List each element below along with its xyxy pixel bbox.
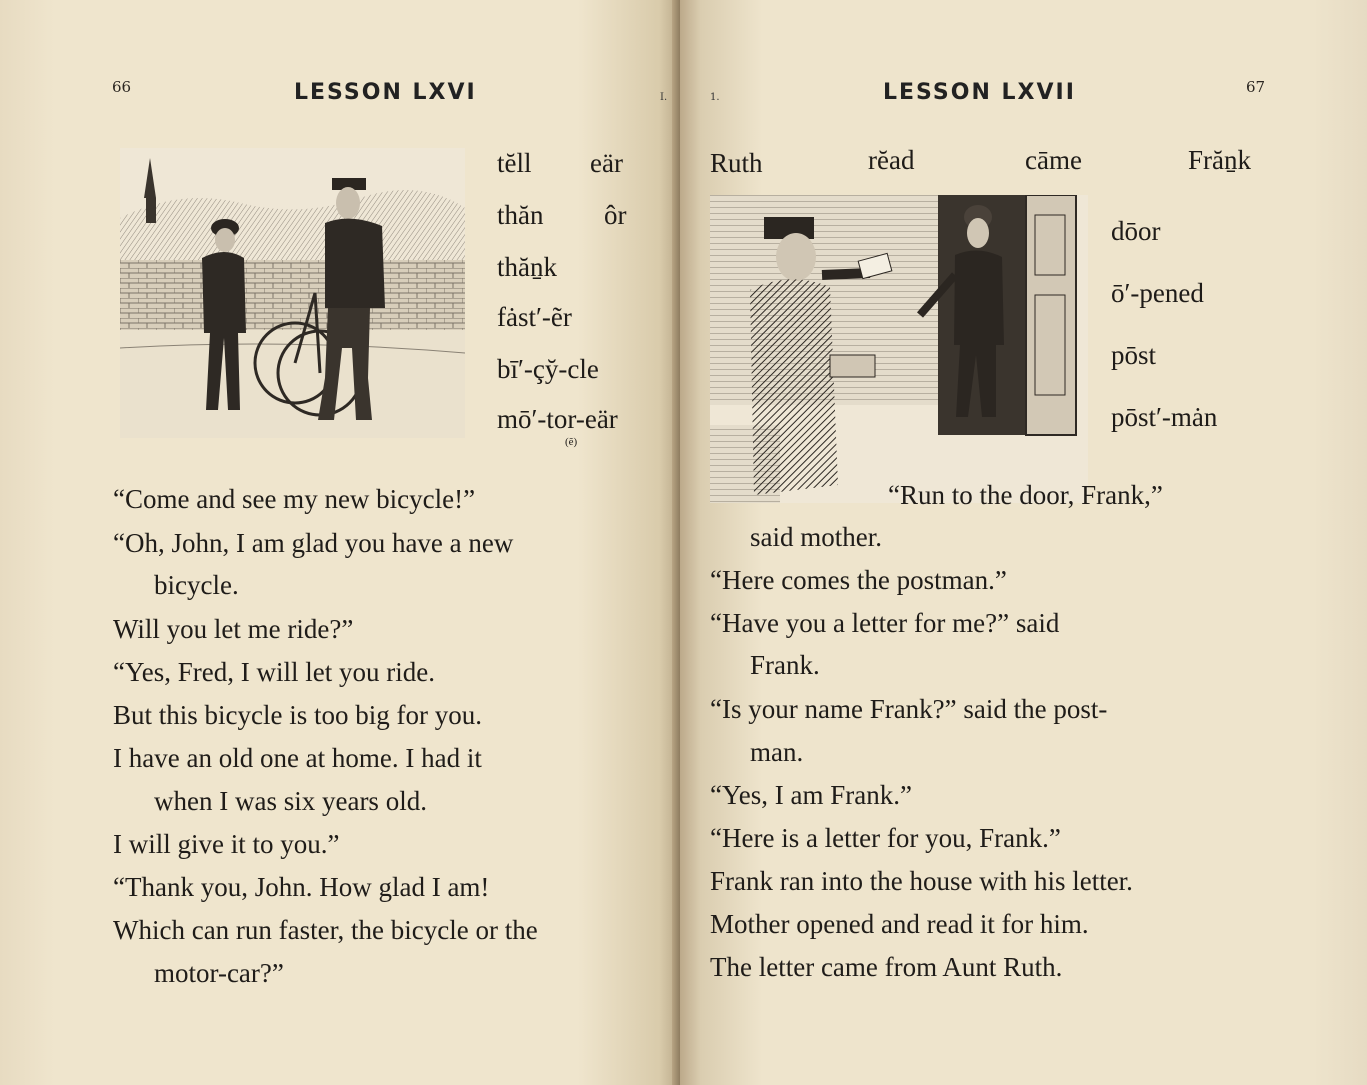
lesson-title-left: LESSON LXVI xyxy=(294,80,477,105)
text-line: “Oh, John, I am glad you have a new xyxy=(113,528,514,558)
text-line: motor-car?” xyxy=(154,958,284,988)
text-line: “Thank you, John. How glad I am! xyxy=(113,872,490,902)
word-or: ôr xyxy=(604,200,627,230)
text-line: “Have you a letter for me?” said xyxy=(710,608,1060,638)
corner-mark-right: 1. xyxy=(710,92,720,103)
word-ruth: Ruth xyxy=(710,148,763,178)
page-number-right: 67 xyxy=(1246,78,1266,96)
word-faster: fȧst′-ẽr xyxy=(497,302,572,332)
left-page xyxy=(0,0,680,1085)
text-line: The letter came from Aunt Ruth. xyxy=(710,952,1063,982)
lesson-title-right: LESSON LXVII xyxy=(883,80,1076,105)
text-line: Frank. xyxy=(750,650,820,680)
text-line: Mother opened and read it for him. xyxy=(710,909,1089,939)
word-came: cāme xyxy=(1025,145,1082,175)
word-ear: eär xyxy=(590,148,623,178)
text-line: “Yes, Fred, I will let you ride. xyxy=(113,657,435,687)
word-thank: thăṉk xyxy=(497,252,557,282)
word-bicycle: bī′-çy̆-cle xyxy=(497,354,599,384)
text-line: Which can run faster, the bicycle or the xyxy=(113,915,538,945)
text-line: “Here is a letter for you, Frank.” xyxy=(710,823,1061,853)
text-line: said mother. xyxy=(750,522,882,552)
text-line: I will give it to you.” xyxy=(113,829,340,859)
text-line: when I was six years old. xyxy=(154,786,427,816)
word-door: dōor xyxy=(1111,216,1161,246)
text-line: “Come and see my new bicycle!” xyxy=(113,484,476,514)
word-tell: tĕll xyxy=(497,148,532,178)
text-line: Frank ran into the house with his letter. xyxy=(710,866,1133,896)
word-opened: ō′-pened xyxy=(1111,278,1204,308)
right-page xyxy=(680,0,1367,1085)
word-postman: pōst′-mȧn xyxy=(1111,402,1218,432)
text-line: I have an old one at home. I had it xyxy=(113,743,482,773)
word-than: thăn xyxy=(497,200,544,230)
postman-engraving xyxy=(710,195,1088,503)
text-line: “Is your name Frank?” said the post- xyxy=(710,694,1108,724)
boys-bicycle-engraving xyxy=(120,148,465,438)
text-line: bicycle. xyxy=(154,570,239,600)
word-motor-car: mō′-tor-eär xyxy=(497,404,618,434)
text-line: “Here comes the postman.” xyxy=(710,565,1007,595)
word-frank: Frăṉk xyxy=(1188,145,1251,175)
word-read: rĕad xyxy=(868,145,915,175)
corner-mark-left: I. xyxy=(660,92,668,103)
text-line: man. xyxy=(750,737,804,767)
word-post: pōst xyxy=(1111,340,1157,370)
illustration-boys-bicycle xyxy=(120,148,465,438)
word-note: (ẽ) xyxy=(565,436,578,448)
illustration-postman-door xyxy=(710,195,1088,503)
text-line: “Yes, I am Frank.” xyxy=(710,780,912,810)
text-line: Will you let me ride?” xyxy=(113,614,354,644)
page-number-left: 66 xyxy=(112,78,132,96)
text-line: But this bicycle is too big for you. xyxy=(113,700,482,730)
text-line: “Run to the door, Frank,” xyxy=(888,480,1163,510)
